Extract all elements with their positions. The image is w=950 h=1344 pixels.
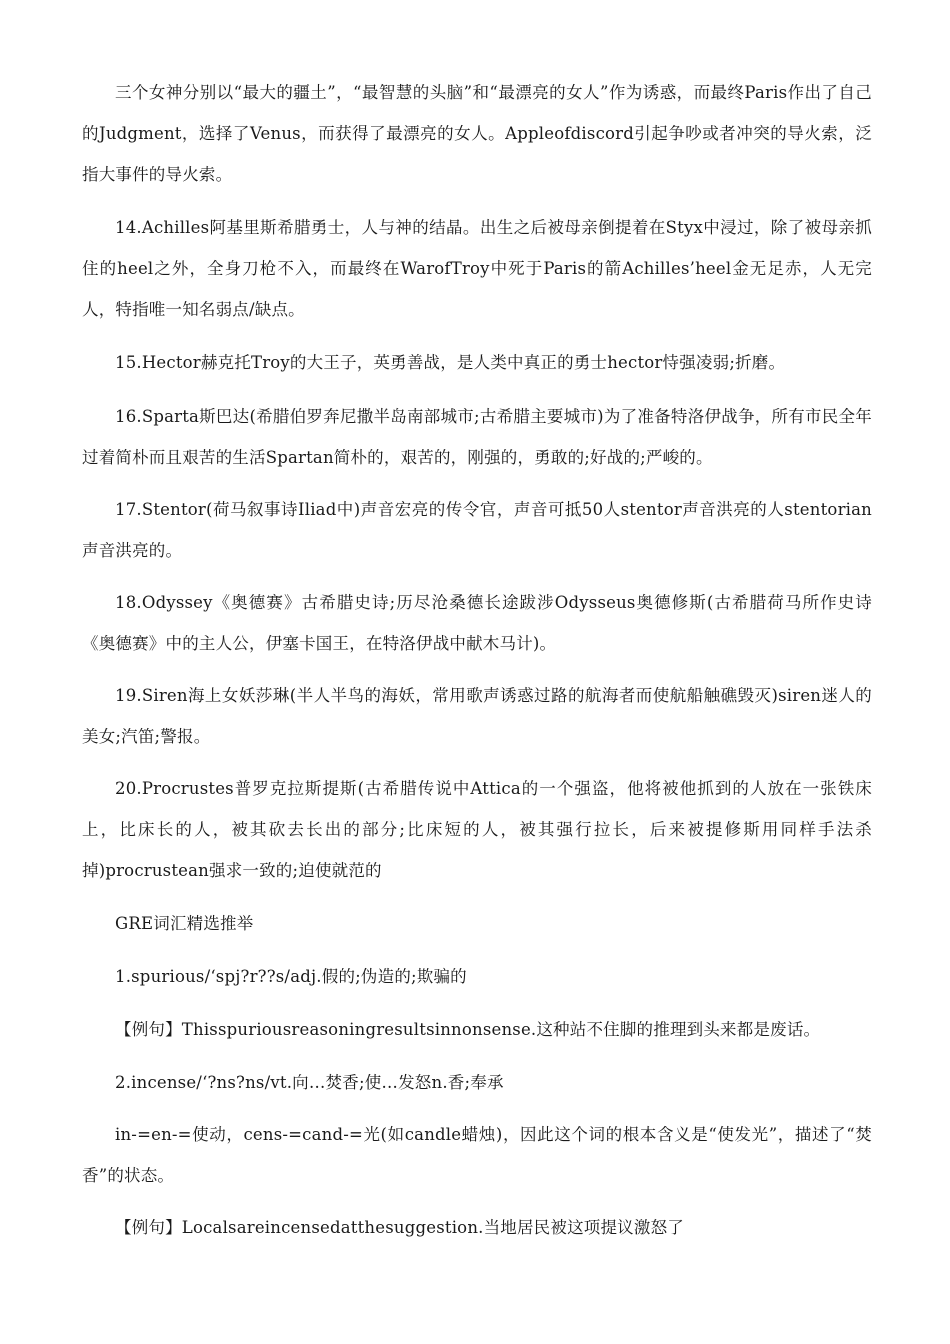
example-sentence-incense: 【例句】Localsareincensedatthesuggestion.当地居民被这项提议激怒了 bbox=[115, 1218, 684, 1237]
paragraph-procrustes: 20.Procrustes普罗克拉斯提斯(古希腊传说中Attica的一个强盗，他将被他抓到的人放在一张铁床上，比床长的人，被其砍去长出的部分;比床短的人，被其强行拉长，后来被提修斯用同样手法杀掉)procrustean强求一致的;迫使就范的 bbox=[82, 779, 872, 880]
paragraph-sparta: 16.Sparta斯巴达(希腊伯罗奔尼撒半岛南部城市;古希腊主要城市)为了准备特洛伊战争，所有市民全年过着简朴而且艰苦的生活Spartan简朴的，艰苦的，刚强的，勇敢的;好战的;严峻的。 bbox=[82, 407, 872, 467]
paragraph-hector: 15.Hector赫克托Troy的大王子，英勇善战，是人类中真正的勇士hector恃强凌弱;折磨。 bbox=[115, 353, 786, 372]
paragraph-achilles: 14.Achilles阿基里斯希腊勇士，人与神的结晶。出生之后被母亲倒提着在Styx中浸过，除了被母亲抓住的heel之外，全身刀枪不入，而最终在WarofTroy中死于Paris的箭Achilles’heel金无足赤，人无完人，特指唯一知名弱点/缺点。 bbox=[82, 218, 872, 319]
example-sentence-spurious: 【例句】Thisspuriousreasoningresultsinnonsense.这种站不住脚的推理到头来都是废话。 bbox=[115, 1020, 821, 1039]
paragraph-stentor: 17.Stentor(荷马叙事诗Iliad中)声音宏亮的传令官，声音可抵50人stentor声音洪亮的人stentorian声音洪亮的。 bbox=[82, 500, 872, 560]
section-heading-gre: GRE词汇精选推举 bbox=[115, 914, 254, 933]
vocab-entry-incense: 2.incense/‘?ns?ns/vt.向…焚香;使…发怒n.香;奉承 bbox=[115, 1073, 504, 1092]
paragraph-siren: 19.Siren海上女妖莎琳(半人半鸟的海妖，常用歌声诱惑过路的航海者而使航船触礁毁灭)siren迷人的美女;汽笛;警报。 bbox=[82, 686, 872, 746]
etymology-incense: in-=en-=使动，cens-=cand-=光(如candle蜡烛)，因此这个词的根本含义是“使发光”，描述了“焚香”的状态。 bbox=[82, 1125, 872, 1185]
paragraph-apple-of-discord: 三个女神分别以“最大的疆土”，“最智慧的头脑”和“最漂亮的女人”作为诱惑，而最终Paris作出了自己的Judgment，选择了Venus，而获得了最漂亮的女人。Appleofdiscord引起争吵或者冲突的导火索，泛指大事件的导火索。 bbox=[82, 83, 872, 184]
vocab-entry-spurious: 1.spurious/‘spj?r??s/adj.假的;伪造的;欺骗的 bbox=[115, 967, 467, 986]
paragraph-odyssey: 18.Odyssey《奥德赛》古希腊史诗;历尽沧桑德长途跋涉Odysseus奥德修斯(古希腊荷马所作史诗《奥德赛》中的主人公，伊塞卡国王，在特洛伊战中献木马计)。 bbox=[82, 593, 872, 653]
